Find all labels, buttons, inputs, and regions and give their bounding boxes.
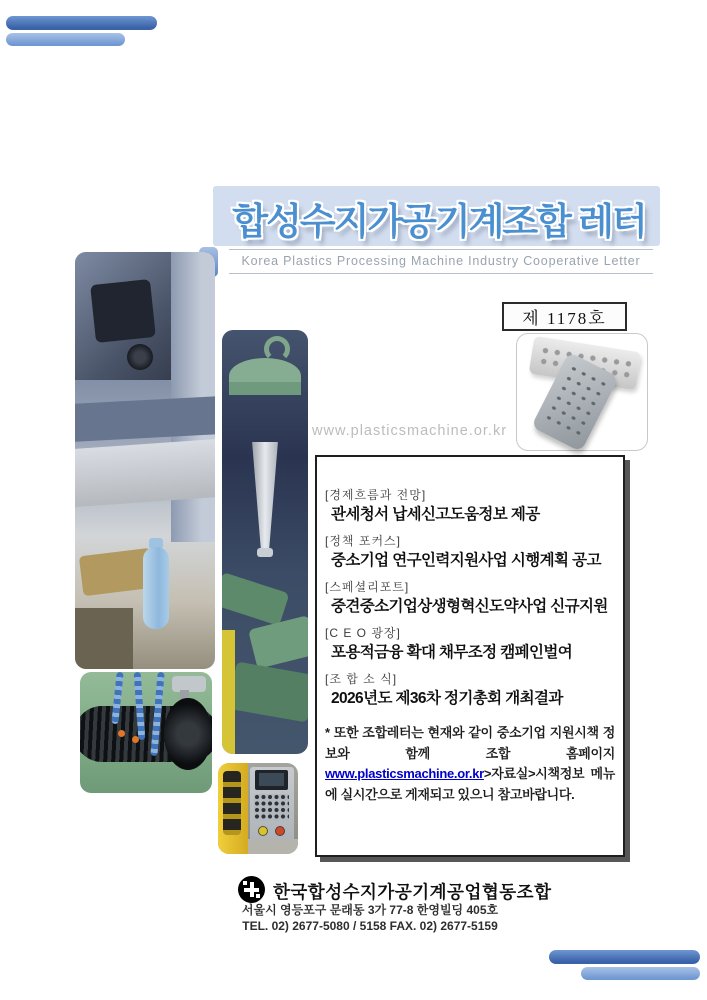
toc-title: 중소기업 연구인력지원사업 시행계획 공고 <box>331 552 601 569</box>
decor-bar-bottom-1 <box>549 950 700 964</box>
product-photo-frame <box>516 333 648 451</box>
toc-category: [스페셜리포트] <box>325 580 410 594</box>
blue-bottle <box>143 547 169 629</box>
photo-hopper-machine <box>222 330 308 754</box>
newsletter-logo-title: 합성수지가공기계조합 레터 <box>232 201 646 242</box>
toc-category: [경제흐름과 전망] <box>325 488 427 502</box>
toc-item <box>325 625 615 663</box>
homepage-note: * 또한 조합레터는 현재와 같이 중소기업 지원시책 정보와 함께 조합 홈페이지www.plasticsmachine.or.kr>자료실>시책정보 메뉴에 실시간으로 게재되고 있으니 참고바랍니다. <box>325 725 615 802</box>
footer-contact-block <box>185 903 555 934</box>
toc-title: 중견중소기업상생형혁신도약사업 신규지원 <box>331 598 608 615</box>
footer-tel-fax: TEL. 02) 2677-5080 / 5158 FAX. 02) 2677-5159 <box>242 918 498 933</box>
decor-bar-top-1 <box>6 16 157 30</box>
toc-item <box>325 533 615 571</box>
toc-item <box>325 579 615 617</box>
decor-bar-bottom-2 <box>581 967 700 980</box>
toc-category: [C E O 광장] <box>325 626 401 640</box>
toc-category: [정책 포커스] <box>325 534 401 548</box>
homepage-link[interactable]: www.plasticsmachine.or.kr <box>325 766 484 781</box>
footer-address: 서울시 영등포구 문래동 3가 77-8 한영빌딩 405호 <box>241 903 499 917</box>
toc-category: [조 합 소 식] <box>325 672 398 686</box>
masthead-subtitle: Korea Plastics Processing Machine Industry Cooperative Letter <box>229 249 653 274</box>
organization-name: 한국합성수지가공기계공업협동조합 <box>273 882 552 902</box>
photo-injection-molding-machine <box>75 252 215 669</box>
panel-keypad <box>254 794 289 821</box>
toc-item <box>325 487 615 525</box>
contents-box <box>315 455 625 857</box>
issue-number: 제 1178호 <box>522 309 607 328</box>
photo-control-panel <box>218 763 298 854</box>
website-watermark: www.plasticsmachine.or.kr <box>312 423 508 439</box>
photo-corrugated-pipe <box>80 672 212 793</box>
toc-title: 2026년도 제36차 정기총회 개최결과 <box>331 690 563 707</box>
toc-title: 포용적금융 확대 채무조정 캠페인벌여 <box>331 644 573 661</box>
decor-bar-top-2 <box>6 33 125 46</box>
toc-title: 관세청서 납세신고도움정보 제공 <box>331 506 540 523</box>
issue-number-box <box>502 302 627 331</box>
toc-item <box>325 671 615 709</box>
cooperative-logo-icon <box>238 876 265 903</box>
